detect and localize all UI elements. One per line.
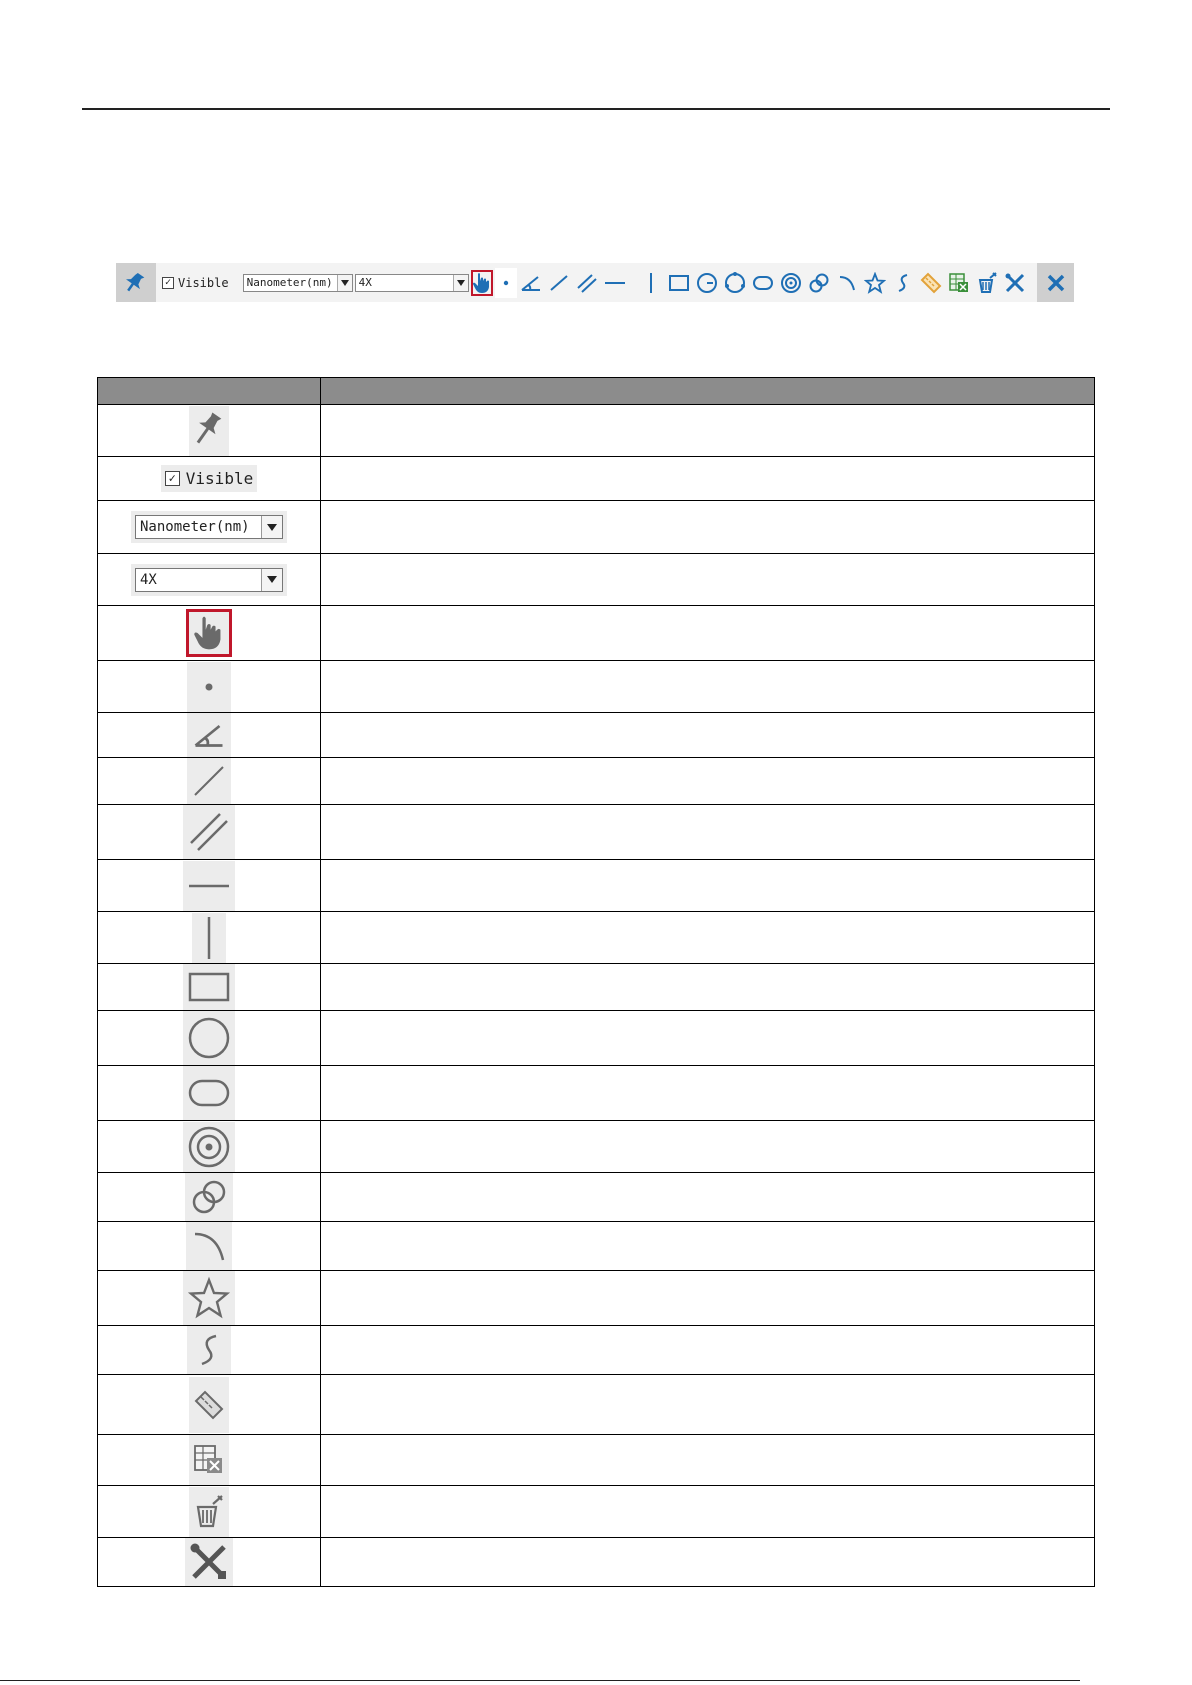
- unit-select[interactable]: [243, 274, 353, 292]
- visible-checkbox[interactable]: [162, 276, 229, 290]
- row-description: [321, 1066, 1095, 1121]
- ruler-pencil-icon: [189, 1377, 229, 1433]
- close-icon[interactable]: [1037, 263, 1074, 302]
- row-description: [321, 501, 1095, 554]
- row-description: [321, 1486, 1095, 1538]
- two-circles-icon[interactable]: [805, 268, 833, 298]
- point-icon: [187, 662, 231, 712]
- unit-select: [131, 511, 287, 543]
- chevron-down-icon: [337, 275, 352, 291]
- row-description: [321, 457, 1095, 501]
- table-row: [98, 860, 1095, 912]
- table-header-row: [98, 378, 1095, 405]
- table-row: [98, 405, 1095, 457]
- chevron-down-icon: [261, 516, 282, 538]
- table-row: [98, 713, 1095, 758]
- export-table-icon[interactable]: [945, 268, 973, 298]
- row-description: [321, 1173, 1095, 1222]
- row-description: [321, 805, 1095, 860]
- unit-select-value: Nanometer(nm): [140, 519, 250, 535]
- concentric-circles-icon: [183, 1122, 235, 1172]
- rectangle-icon[interactable]: [665, 268, 693, 298]
- table-row: [98, 964, 1095, 1011]
- hand-icon: [186, 609, 232, 657]
- row-description: [321, 554, 1095, 606]
- export-table-icon: [189, 1435, 229, 1485]
- delete-icon[interactable]: [973, 268, 1001, 298]
- point-icon[interactable]: [495, 268, 517, 298]
- circle-icon: [183, 1011, 235, 1065]
- visible-checkbox: [161, 465, 257, 492]
- row-description: [321, 912, 1095, 964]
- visible-label: Visible: [185, 469, 254, 488]
- row-description: [321, 1326, 1095, 1375]
- table-row: [98, 1486, 1095, 1538]
- arc-icon[interactable]: [833, 268, 861, 298]
- table-row: [98, 1271, 1095, 1326]
- table-row: [98, 457, 1095, 501]
- header-rule: [82, 108, 1110, 110]
- row-description: [321, 1538, 1095, 1587]
- row-description: [321, 606, 1095, 661]
- magnification-select-value: 4X: [358, 276, 372, 289]
- table-row: [98, 805, 1095, 860]
- horizontal-line-icon: [183, 861, 235, 911]
- arc-icon: [186, 1222, 232, 1270]
- rounded-rectangle-icon: [183, 1066, 235, 1120]
- tools-icon[interactable]: [1001, 268, 1029, 298]
- table-row: [98, 758, 1095, 805]
- rectangle-icon: [183, 964, 235, 1010]
- row-description: [321, 1271, 1095, 1326]
- rounded-rectangle-icon[interactable]: [749, 268, 777, 298]
- visible-label: Visible: [178, 275, 229, 290]
- parallel-lines-icon: [183, 805, 235, 859]
- table-row: [98, 606, 1095, 661]
- tools-icon: [185, 1538, 233, 1586]
- line-icon[interactable]: [545, 268, 573, 298]
- chevron-down-icon: [261, 569, 282, 591]
- table-row: [98, 912, 1095, 964]
- row-description: [321, 405, 1095, 457]
- row-description: [321, 661, 1095, 713]
- magnification-select-value: 4X: [140, 571, 157, 588]
- parallel-lines-icon[interactable]: [573, 268, 601, 298]
- two-circles-icon: [185, 1173, 233, 1221]
- horizontal-line-icon[interactable]: [601, 268, 629, 298]
- magnification-select: [131, 564, 287, 596]
- row-description: [321, 1011, 1095, 1066]
- circle-three-point-icon[interactable]: [721, 268, 749, 298]
- table-row: [98, 1375, 1095, 1435]
- table-row: [98, 1435, 1095, 1486]
- concentric-circles-icon[interactable]: [777, 268, 805, 298]
- magnification-select[interactable]: [355, 274, 469, 292]
- row-description: [321, 1375, 1095, 1435]
- checkbox-box[interactable]: ✓: [162, 277, 174, 289]
- table-row: [98, 1326, 1095, 1375]
- row-description: [321, 1435, 1095, 1486]
- angle-icon: [187, 713, 231, 757]
- pin-icon[interactable]: [116, 263, 156, 302]
- vertical-line-icon[interactable]: [637, 268, 665, 298]
- hand-icon[interactable]: [471, 270, 493, 296]
- vertical-line-icon: [192, 913, 226, 963]
- chevron-down-icon: [453, 275, 468, 291]
- table-row: [98, 661, 1095, 713]
- unit-select-value: Nanometer(nm): [246, 276, 333, 289]
- circle-center-icon[interactable]: [693, 268, 721, 298]
- table-row: [98, 1538, 1095, 1587]
- measurement-toolbar: [116, 263, 1074, 302]
- tool-description-table: [97, 377, 1095, 1587]
- angle-icon[interactable]: [517, 268, 545, 298]
- star-icon: [183, 1271, 235, 1325]
- row-description: [321, 758, 1095, 805]
- table-row: [98, 1173, 1095, 1222]
- row-description: [321, 1222, 1095, 1271]
- table-row: [98, 501, 1095, 554]
- table-row: [98, 1222, 1095, 1271]
- table-header-description: [321, 378, 1095, 405]
- footer-rule: [0, 1680, 1080, 1681]
- row-description: [321, 964, 1095, 1011]
- table-row: [98, 554, 1095, 606]
- curve-icon: [187, 1326, 231, 1374]
- pin-icon: [189, 406, 229, 456]
- row-description: [321, 1121, 1095, 1173]
- checkbox-box: ✓: [165, 471, 180, 486]
- curve-icon[interactable]: [889, 268, 917, 298]
- table-row: [98, 1121, 1095, 1173]
- ruler-pencil-icon[interactable]: [917, 268, 945, 298]
- star-icon[interactable]: [861, 268, 889, 298]
- line-icon: [187, 758, 231, 804]
- row-description: [321, 713, 1095, 758]
- table-row: [98, 1011, 1095, 1066]
- table-row: [98, 1066, 1095, 1121]
- delete-icon: [189, 1487, 229, 1537]
- table-header-icon: [98, 378, 321, 405]
- row-description: [321, 860, 1095, 912]
